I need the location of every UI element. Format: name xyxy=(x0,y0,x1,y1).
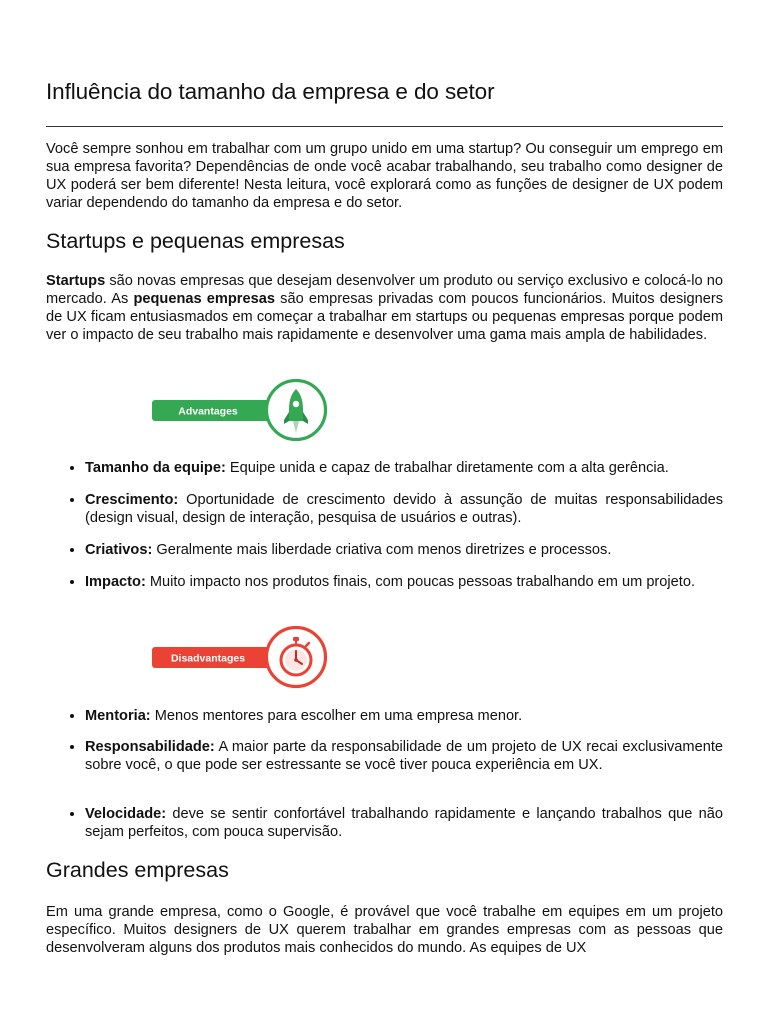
item-term: Velocidade: xyxy=(85,806,167,822)
item-text: Geralmente mais liberdade criativa com menos diretrizes e processos. xyxy=(152,542,612,558)
section-title-large: Grandes empresas xyxy=(46,858,229,882)
section-title-startups: Startups e pequenas empresas xyxy=(46,229,345,253)
list-item xyxy=(46,805,723,841)
large-paragraph: Em uma grande empresa, como o Google, é provável que você trabalhe em equipes em um projeto específico. Muitos designers de UX querem trabalhar em grandes empresas com as pessoas que desenvolveram alguns dos produtos mais conhecidos do mundo. As equipes de UX xyxy=(46,904,723,956)
term-small-business: pequenas empresas xyxy=(133,291,275,307)
item-text: Equipe unida e capaz de trabalhar diretamente com a alta gerência. xyxy=(225,460,669,476)
list-item xyxy=(46,738,723,774)
item-text: Menos mentores para escolher em uma empresa menor. xyxy=(150,708,523,724)
list-item xyxy=(46,459,723,477)
startups-text-1: são novas empresas que desejam desenvolver um produto ou serviço exclusivo e colocá-lo no mercado. As xyxy=(46,273,723,307)
list-item xyxy=(46,541,723,559)
list-item xyxy=(46,707,723,725)
disadvantages-label: Disadvantages xyxy=(170,652,246,665)
startups-paragraph xyxy=(46,272,723,344)
page-title: Influência do tamanho da empresa e do setor xyxy=(46,79,495,104)
item-term: Crescimento: xyxy=(85,492,179,508)
item-text: deve se sentir confortável trabalhando rapidamente e lançando trabalhos que não sejam perfeitos, com pouca supervisão. xyxy=(85,806,723,840)
item-text: Oportunidade de crescimento devido à assunção de muitas responsabilidades (design visual, design de interação, pesquisa de usuários e outras). xyxy=(85,492,723,526)
title-divider xyxy=(46,126,723,127)
item-term: Criativos: xyxy=(85,542,153,558)
intro-paragraph: Você sempre sonhou em trabalhar com um grupo unido em uma startup? Ou conseguir um emprego em sua empresa favorita? Dependências de onde você acabar trabalhando, seu trabalho como designer de UX poderá ser bem diferente! Nesta leitura, você explorará como as funções de designer de UX podem variar dependendo do tamanho da empresa e do setor. xyxy=(46,141,723,211)
item-term: Tamanho da equipe: xyxy=(85,460,226,476)
item-term: Mentoria: xyxy=(85,708,151,724)
term-startups: Startups xyxy=(46,273,106,289)
advantages-label: Advantages xyxy=(178,405,238,418)
item-text: A maior parte da responsabilidade de um projeto de UX recai exclusivamente sobre você, o que pode ser estressante se você tiver pouca experiência em UX. xyxy=(85,739,723,773)
advantages-badge xyxy=(152,379,332,443)
list-item xyxy=(46,491,723,527)
item-term: Impacto: xyxy=(85,574,146,590)
item-term: Responsabilidade: xyxy=(85,739,215,755)
disadvantages-badge xyxy=(152,626,332,690)
startups-text-2: são empresas privadas com poucos funcionários. Muitos designers de UX ficam entusiasmados em começar a trabalhar em startups ou pequenas empresas porque podem ver o impacto de seu trabalho mais rapidamente e desenvolver uma gama mais ampla de habilidades. xyxy=(46,291,723,343)
item-text: Muito impacto nos produtos finais, com poucas pessoas trabalhando em um projeto. xyxy=(145,574,695,590)
list-item xyxy=(46,573,723,591)
